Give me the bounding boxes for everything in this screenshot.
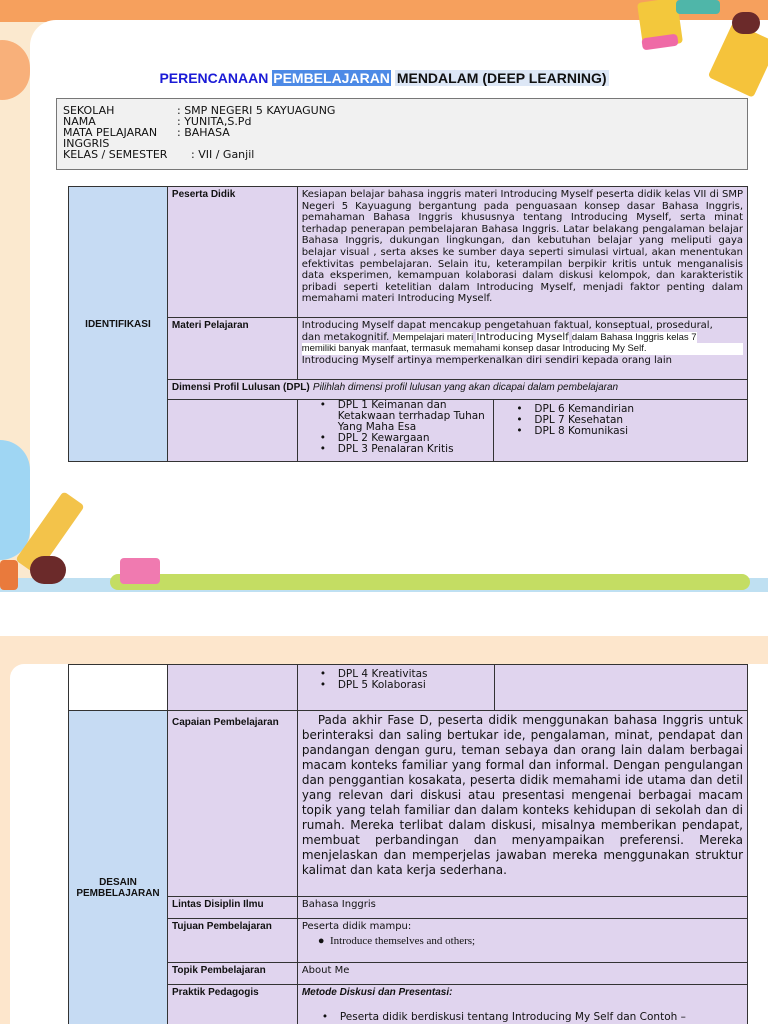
dpl-item: • DPL 2 Kewargaan: [300, 433, 492, 444]
empty-cell: [167, 665, 297, 711]
identifikasi-table: [68, 186, 748, 462]
lintas-value: Bahasa Inggris: [297, 897, 747, 919]
desain-table: [68, 664, 748, 1024]
dpl-header: [167, 380, 747, 400]
row-label: Lintas Disiplin Ilmu: [167, 897, 297, 919]
info-row: [63, 149, 741, 160]
row-label: Peserta Didik: [167, 187, 297, 318]
dpl-item: • DPL 6 Kemandirian: [496, 404, 745, 415]
info-row: [63, 105, 741, 116]
empty-cell: [494, 665, 747, 711]
tujuan-intro: Peserta didik mampu:: [301, 921, 412, 932]
bottom-green-stripe: [110, 574, 750, 590]
empty-cell: [167, 400, 297, 462]
materi-segment: Introducing Myself: [476, 331, 569, 343]
materi-line: [302, 332, 743, 344]
praktik-cell: [297, 985, 747, 1024]
row-label: Capaian Pembelajaran: [167, 711, 297, 897]
materi-text: [297, 318, 747, 380]
dpl-left-list: [297, 400, 494, 462]
row-label: Tujuan Pembelajaran: [167, 919, 297, 963]
materi-line: Introducing Myself dapat mencakup pengetahuan faktual, konseptual, prosedural,: [301, 320, 713, 331]
info-row: [63, 116, 741, 127]
praktik-item: • Peserta didik berdiskusi tentang Introducing My Self dan Contoh –: [302, 1012, 743, 1023]
dpl-label: Dimensi Profil Lulusan (DPL): [171, 382, 310, 393]
dpl-item: • DPL 1 Keimanan dan Ketakwaan terrhadap Tuhan Yang Maha Esa: [300, 400, 492, 433]
topik-value: About Me: [297, 963, 747, 985]
capaian-text: Pada akhir Fase D, peserta didik menggunakan bahasa Inggris untuk berinteraksi dan saling bertukar ide, pengalaman, minat, pendapat dan pandangan dengan guru, teman sebaya dan orang lain dalam berbagai macam konteks familiar yang formal dan informal. Dengan pengulangan dan penggantian kosakata, peserta didik memahami ide utama dan detil yang relevan dari diskusi atau presentasi mengenai berbagai macam topik yang telah familiar dan dalam konteks kehidupan di sekolah dan di rumah. Mereka terlibat dalam diskusi, misalnya memberikan pendapat, membuat perbandingan dan menyampaikan preferensi. Mereka menjelaskan dan memperjelas jawaban mereka menggunakan struktur kalimat dan kata kerja sederhana.: [297, 711, 747, 897]
tujuan-cell: [297, 919, 747, 963]
materi-segment: Mempelajari materi: [392, 331, 474, 343]
dpl-item: • DPL 3 Penalaran Kritis: [300, 444, 492, 455]
title-part: PERENCANAAN: [159, 70, 269, 86]
info-key: MATA PELAJARAN: [63, 126, 158, 139]
info-value: : YUNITA,S.Pd: [177, 115, 252, 128]
materi-segment: dalam Bahasa Inggris kelas 7: [571, 331, 697, 343]
materi-line: memiliki banyak manfaat, termasuk memahami konsep dasar Introducing My Self.: [302, 343, 743, 355]
row-label: Praktik Pedagogis: [167, 985, 297, 1024]
title-highlight: PEMBELAJARAN: [273, 70, 390, 86]
info-key: SEKOLAH: [63, 104, 115, 117]
empty-cell: [69, 665, 168, 711]
document-page-2: [0, 636, 768, 1024]
row-label: Topik Pembelajaran: [167, 963, 297, 985]
info-value: : BAHASA: [177, 126, 230, 139]
identity-box: [56, 98, 748, 170]
section-label-identifikasi: IDENTIFIKASI: [69, 187, 168, 462]
peserta-didik-text: Kesiapan belajar bahasa inggris materi Introducing Myself peserta didik kelas VII di SMP Negeri 5 Kayuagung bergantung pada penguasaan konsep dasar Bahasa Inggris, pemahaman Bahasa Inggris khususnya tentang Introducing Myself, serta minat terhadap penerapan pembelajaran Bahasa Inggris. Latar belakang pengalaman belajar Bahasa Inggris, dukungan lingkungan, dan kebutuhan belajar yang meliputi gaya belajar visual , serta akses ke sumber daya seperti simulasi virtual, akan menentukan efektivitas pembelajaran. Selain itu, keterampilan berpikir kritis untuk menganalisis data eksperimen, kemampuan kolaborasi dalam diskusi kelompok, dan karakteristik pribadi seperti ketelitian dalam Introducing Myself, menjadi faktor penting dalam memahami materi Introducing Myself.: [297, 187, 747, 318]
info-key: KELAS / SEMESTER: [63, 148, 168, 161]
dpl-item: • DPL 8 Komunikasi: [496, 426, 745, 437]
dpl-right-list: [494, 400, 748, 462]
dpl-cont-list: [297, 665, 494, 711]
praktik-title: Metode Diskusi dan Presentasi:: [301, 987, 453, 998]
info-key: INGGRIS: [63, 137, 110, 150]
info-key: NAMA: [63, 115, 96, 128]
materi-segment: dan metakognitif.: [301, 331, 390, 343]
info-row: [63, 127, 741, 138]
dpl-item: • DPL 4 Kreativitas: [300, 669, 492, 680]
row-label: Materi Pelajaran: [167, 318, 297, 380]
materi-line: Introducing Myself artinya memperkenalkan diri sendiri kepada orang lain: [301, 354, 673, 366]
dpl-note: Pilihlah dimensi profil lulusan yang akan dicapai dalam pembelajaran: [312, 382, 619, 393]
title-part: MENDALAM (DEEP LEARNING): [396, 70, 607, 86]
section-label-desain: DESAIN PEMBELAJARAN: [69, 711, 168, 1024]
dpl-item: • DPL 5 Kolaborasi: [300, 680, 492, 691]
tujuan-item-text: Introduce themselves and others;: [329, 935, 476, 947]
dpl-item: • DPL 7 Kesehatan: [496, 415, 745, 426]
decoration-blob: [0, 440, 30, 560]
info-value: : VII / Ganjil: [191, 148, 255, 161]
info-value: : SMP NEGERI 5 KAYUAGUNG: [177, 104, 336, 117]
page-title: [0, 70, 768, 86]
tujuan-item: ● Introduce themselves and others;: [317, 935, 476, 947]
